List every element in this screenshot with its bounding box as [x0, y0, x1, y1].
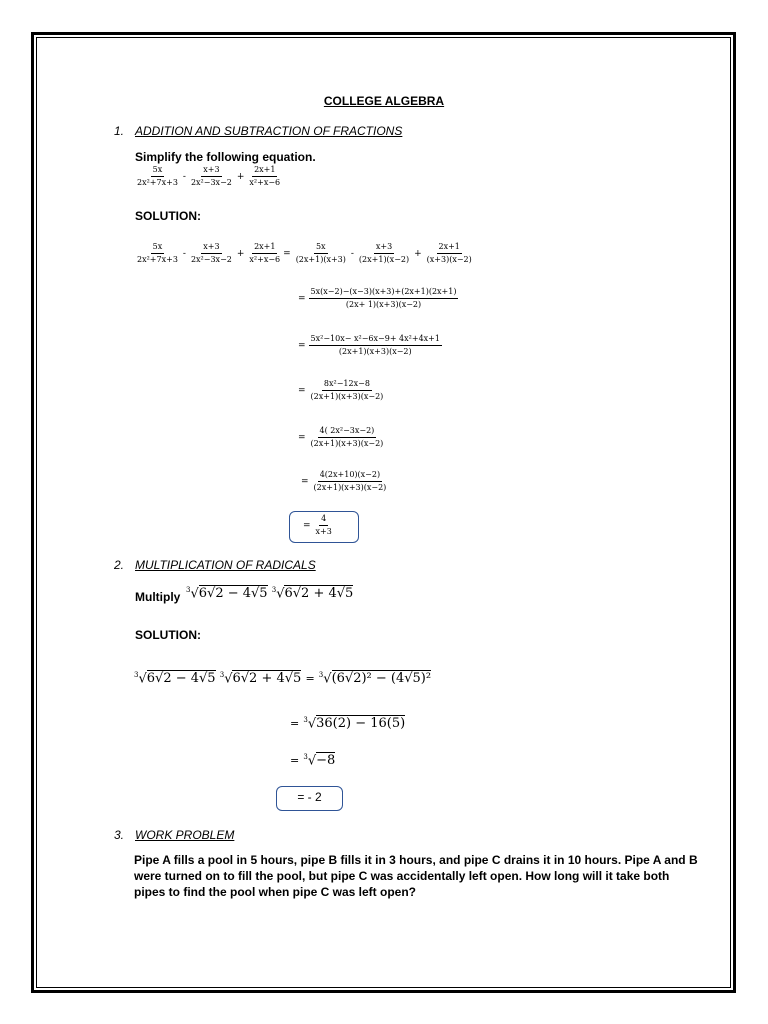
fraction	[294, 242, 348, 265]
equals-sign: =	[301, 476, 309, 487]
cube-root-b-solution: $^3$√6√2 + 4√5	[219, 671, 302, 687]
section-3-number: 3.	[114, 828, 125, 842]
section-2-step-3: = $^3$√−8	[290, 753, 336, 769]
section-1-step-3	[298, 334, 443, 357]
fraction-numerator: 5x(x−2)−(x−3)(x+3)+(2x+1)(2x+1)	[309, 287, 459, 299]
fraction-denominator: 2x²−3x−2	[190, 178, 232, 187]
fraction-denominator: (2x+1)(x−2)	[358, 255, 410, 264]
section-1-step-2	[298, 287, 459, 310]
section-2-prompt-expression	[186, 586, 353, 601]
operator: +	[414, 248, 422, 259]
section-2-number: 2.	[114, 558, 125, 572]
section-2-answer: = - 2	[297, 790, 322, 804]
fraction	[357, 242, 411, 265]
fraction	[247, 242, 282, 265]
section-1-step-6	[301, 470, 389, 493]
fraction-denominator: 2x²+7x+3	[137, 255, 178, 264]
fraction	[425, 242, 474, 265]
operator: +	[236, 248, 245, 259]
equals-sign: =	[303, 520, 311, 531]
section-1-answer	[303, 514, 335, 537]
section-2-step-1: $^3$√6√2 − 4√5 $^3$√6√2 + 4√5 = $^3$√(6√2)² − (4√5)²	[134, 671, 432, 687]
answer-fraction	[314, 514, 334, 537]
section-1-prompt: Simplify the following equation.	[135, 150, 316, 164]
fraction-denominator: (x+3)(x−2)	[426, 255, 472, 264]
fraction-denominator: (2x+1)(x+3)(x−2)	[313, 483, 387, 492]
fraction-denominator: x+3	[315, 527, 332, 536]
section-3-title: WORK PROBLEM	[135, 828, 235, 842]
fraction-numerator: 4( 2x²−3x−2)	[318, 426, 377, 438]
fraction-numerator: 4	[319, 514, 328, 526]
equals-sign: =	[298, 385, 306, 396]
fraction-numerator: 2x+1	[437, 242, 462, 254]
fraction-numerator: 5x²−10x− x²−6x−9+ 4x²+4x+1	[309, 334, 442, 346]
cube-root-step-3: $^3$√−8	[303, 753, 336, 769]
fraction	[135, 165, 180, 188]
section-3-problem-text: Pipe A fills a pool in 5 hours, pipe B fills it in 3 hours, and pipe C drains it in 10 hours. Pipe A and B were turned on to fill the pool, but pipe C was accidentally left open. How long will it take both pipes to find the pool when pipe C was left open?	[134, 853, 698, 899]
fraction	[309, 426, 386, 449]
fraction-denominator: 2x²+7x+3	[137, 178, 178, 187]
section-2-solution-label: SOLUTION:	[135, 628, 201, 642]
fraction-denominator: (2x+1)(x+3)	[295, 255, 346, 264]
fraction	[309, 379, 386, 402]
operator: -	[182, 248, 186, 259]
fraction-numerator: 5x	[151, 242, 165, 254]
cube-root-b: $^3$√6√2 + 4√5	[271, 586, 354, 602]
fraction	[247, 165, 282, 188]
fraction	[189, 242, 234, 265]
document-title: COLLEGE ALGEBRA	[323, 94, 445, 108]
fraction-numerator: 5x	[151, 165, 165, 177]
fraction	[309, 334, 442, 357]
fraction-numerator: 2x+1	[252, 242, 277, 254]
fraction-numerator: x+3	[201, 165, 221, 177]
fraction-denominator: 2x²−3x−2	[190, 255, 232, 264]
fraction-denominator: (2x+1)(x+3)(x−2)	[338, 347, 412, 356]
fraction	[135, 242, 180, 265]
section-1-step-4	[298, 379, 386, 402]
equals-sign: =	[298, 293, 306, 304]
operator: -	[182, 171, 186, 182]
fraction-numerator: 2x+1	[252, 165, 277, 177]
section-2-prompt-word: Multiply	[135, 590, 181, 604]
fraction-denominator: (2x+ 1)(x+3)(x−2)	[345, 300, 422, 309]
section-1-title: ADDITION AND SUBTRACTION OF FRACTIONS	[135, 124, 403, 138]
cube-root-a: $^3$√6√2 − 4√5	[186, 586, 268, 602]
fraction-numerator: x+3	[201, 242, 221, 254]
fraction-denominator: (2x+1)(x+3)(x−2)	[310, 392, 384, 401]
fraction	[189, 165, 234, 188]
equals-sign: =	[298, 432, 306, 443]
fraction-numerator: 8x²−12x−8	[322, 379, 372, 391]
section-2-step-2: = $^3$√36(2) − 16(5)	[290, 716, 406, 732]
section-1-number: 1.	[114, 124, 125, 138]
equals-sign: =	[283, 248, 291, 259]
fraction-numerator: x+3	[374, 242, 394, 254]
operator: +	[236, 171, 245, 182]
fraction-denominator: x²+x−6	[249, 255, 281, 264]
section-1-step-5	[298, 426, 386, 449]
section-2-title: MULTIPLICATION OF RADICALS	[135, 558, 316, 572]
cube-root-a-solution: $^3$√6√2 − 4√5	[134, 671, 216, 687]
equals-sign: =	[298, 340, 306, 351]
cube-root-step-2: $^3$√36(2) − 16(5)	[303, 716, 406, 732]
fraction-denominator: (2x+1)(x+3)(x−2)	[310, 439, 384, 448]
fraction-denominator: x²+x−6	[249, 178, 281, 187]
fraction-numerator: 5x	[314, 242, 328, 254]
section-1-solution-label: SOLUTION:	[135, 209, 201, 223]
operator: -	[350, 248, 354, 259]
section-1-problem-expression	[134, 165, 283, 188]
fraction-numerator: 4(2x+10)(x−2)	[318, 470, 382, 482]
fraction	[309, 287, 459, 310]
cube-root-step-1: $^3$√(6√2)² − (4√5)²	[318, 671, 432, 687]
fraction	[312, 470, 389, 493]
section-1-step-1	[134, 242, 475, 265]
